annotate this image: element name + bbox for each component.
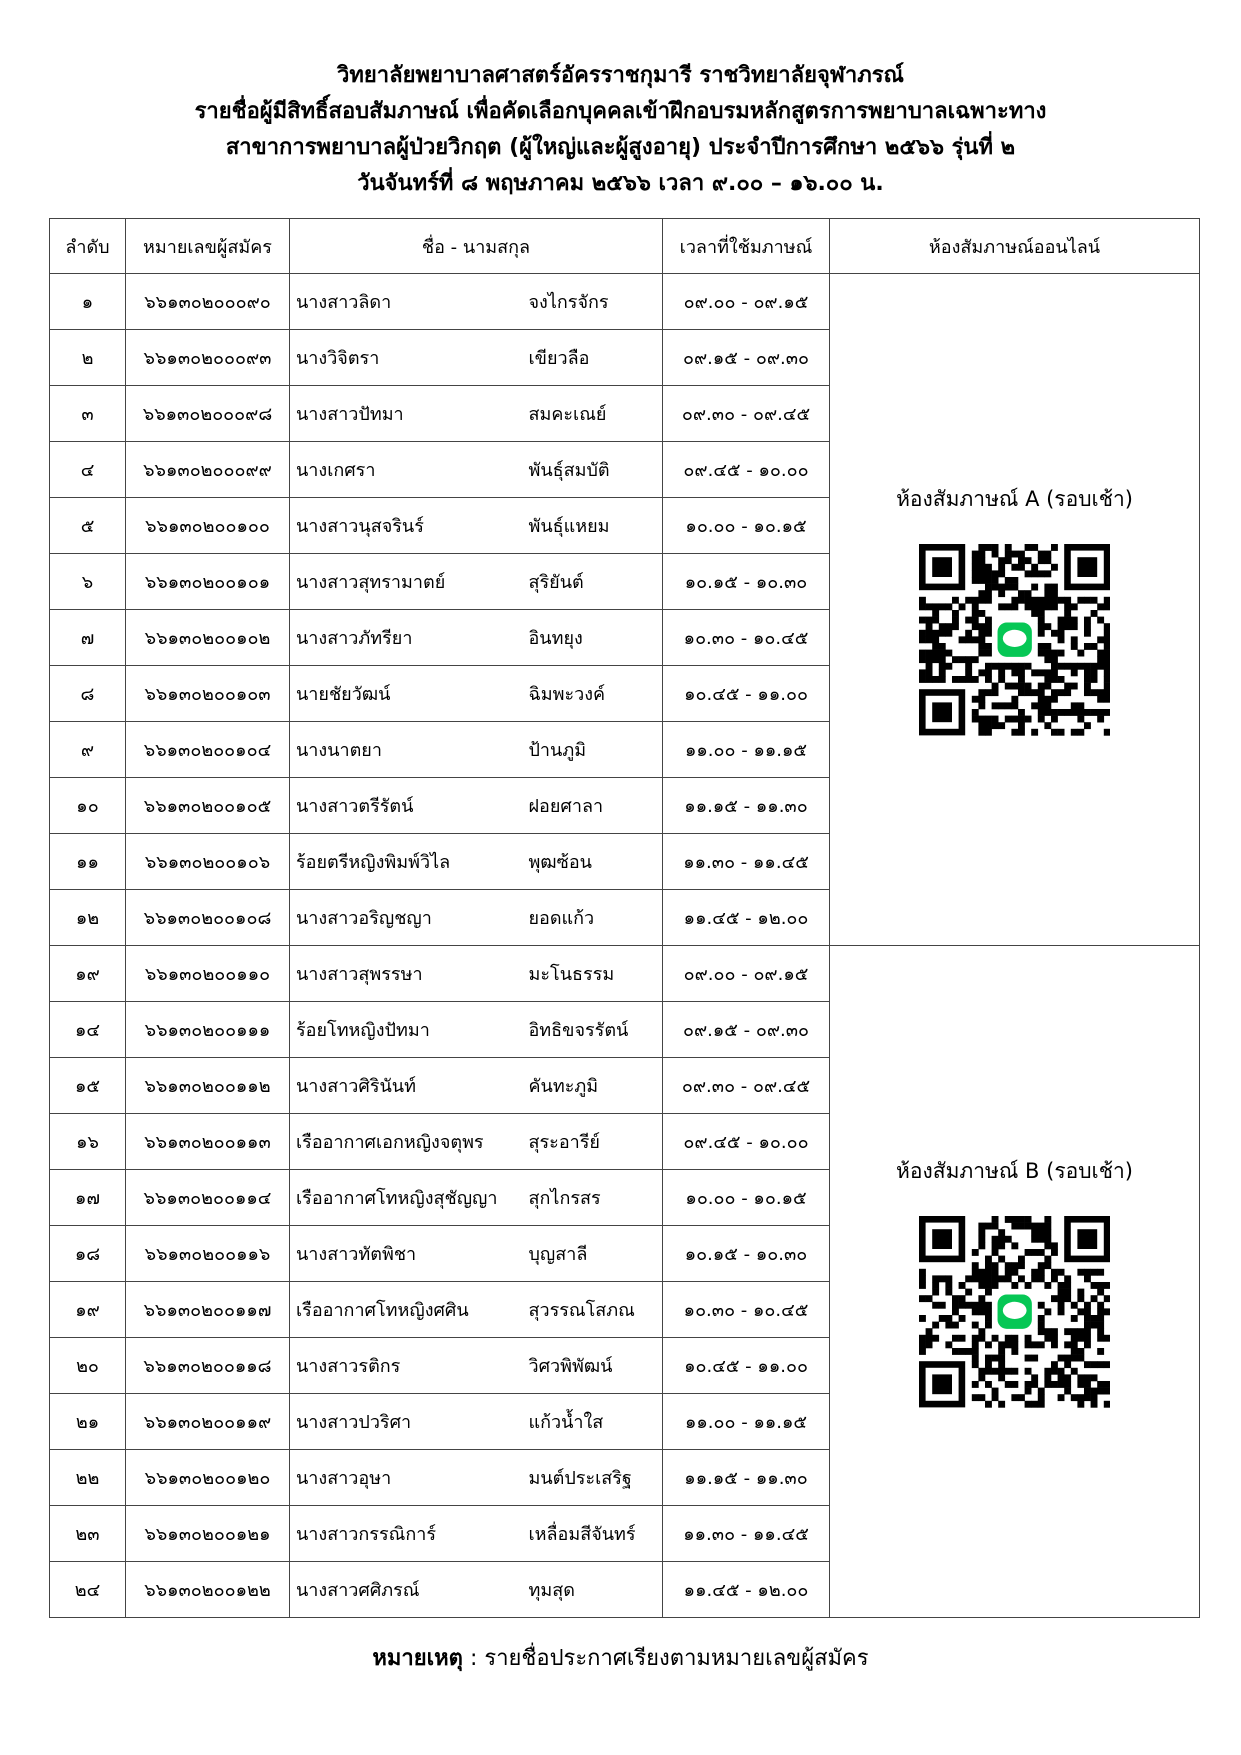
applicant-surname: ป้านภูมิ bbox=[523, 722, 663, 778]
interview-time: ๑๑.๑๕ - ๑๑.๓๐ bbox=[663, 778, 830, 834]
header-announcement: รายชื่อผู้มีสิทธิ์สอบสัมภาษณ์ เพื่อคัดเลือกบุคคลเข้าฝึกอบรมหลักสูตรการพยาบาลเฉพาะทาง bbox=[194, 99, 1047, 124]
row-number: ๕ bbox=[50, 498, 126, 554]
applicant-id: ๖๖๑๓๐๒๐๐๑๒๐ bbox=[126, 1450, 290, 1506]
applicant-id: ๖๖๑๓๐๒๐๐๑๑๖ bbox=[126, 1226, 290, 1282]
header-program: สาขาการพยาบาลผู้ป่วยวิกฤต (ผู้ใหญ่และผู้สูงอายุ) ประจำปีการศึกษา ๒๕๖๖ รุ่นที่ ๒ bbox=[225, 135, 1016, 160]
applicant-id: ๖๖๑๓๐๒๐๐๑๑๙ bbox=[126, 1394, 290, 1450]
applicant-surname: ฝอยศาลา bbox=[523, 778, 663, 834]
applicant-name: ร้อยตรีหญิงพิมพ์วิไล bbox=[290, 834, 523, 890]
line-qr-code-icon bbox=[919, 544, 1110, 735]
row-number: ๒๐ bbox=[50, 1338, 126, 1394]
interview-time: ๑๐.๔๕ - ๑๑.๐๐ bbox=[663, 1338, 830, 1394]
applicant-surname: พันธุ์สมบัติ bbox=[523, 442, 663, 498]
row-number: ๑๒ bbox=[50, 890, 126, 946]
header-institution: วิทยาลัยพยาบาลศาสตร์อัครราชกุมารี ราชวิทยาลัยจุฬาภรณ์ bbox=[337, 63, 904, 88]
row-number: ๗ bbox=[50, 610, 126, 666]
interview-time: ๑๐.๓๐ - ๑๐.๔๕ bbox=[663, 610, 830, 666]
applicant-name: นางเกศรา bbox=[290, 442, 523, 498]
applicant-id: ๖๖๑๓๐๒๐๐๑๐๘ bbox=[126, 890, 290, 946]
applicant-id: ๖๖๑๓๐๒๐๐๐๙๓ bbox=[126, 330, 290, 386]
applicant-id: ๖๖๑๓๐๒๐๐๑๑๓ bbox=[126, 1114, 290, 1170]
applicant-name: นางสาวอุษา bbox=[290, 1450, 523, 1506]
interview-room-a bbox=[830, 274, 1200, 946]
row-number: ๒๔ bbox=[50, 1562, 126, 1618]
applicant-name: นางสาวอริญชญา bbox=[290, 890, 523, 946]
applicant-name: นางสาวปวริศา bbox=[290, 1394, 523, 1450]
applicant-id: ๖๖๑๓๐๒๐๐๑๐๕ bbox=[126, 778, 290, 834]
applicant-id: ๖๖๑๓๐๒๐๐๐๙๙ bbox=[126, 442, 290, 498]
table-header-row bbox=[50, 219, 1200, 274]
applicant-name: นางสาวกรรณิการ์ bbox=[290, 1506, 523, 1562]
document-header bbox=[0, 58, 1241, 202]
applicant-surname: สุระอารีย์ bbox=[523, 1114, 663, 1170]
row-number: ๑๘ bbox=[50, 1226, 126, 1282]
applicant-name: นางสาวศศิภรณ์ bbox=[290, 1562, 523, 1618]
applicant-id: ๖๖๑๓๐๒๐๐๑๐๓ bbox=[126, 666, 290, 722]
footnote-separator: : bbox=[462, 1646, 485, 1671]
applicant-surname: พันธุ์แหยม bbox=[523, 498, 663, 554]
applicant-id: ๖๖๑๓๐๒๐๐๐๙๐ bbox=[126, 274, 290, 330]
table-row bbox=[50, 274, 1200, 330]
applicant-name: นางนาตยา bbox=[290, 722, 523, 778]
room-label: ห้องสัมภาษณ์ A (รอบเช้า) bbox=[896, 487, 1133, 512]
interview-schedule-table bbox=[49, 218, 1200, 1618]
interview-time: ๐๙.๔๕ - ๑๐.๐๐ bbox=[663, 1114, 830, 1170]
applicant-surname: บุญสาลี bbox=[523, 1226, 663, 1282]
applicant-id: ๖๖๑๓๐๒๐๐๑๑๘ bbox=[126, 1338, 290, 1394]
room-label: ห้องสัมภาษณ์ B (รอบเช้า) bbox=[896, 1159, 1133, 1184]
applicant-surname: สุกไกรสร bbox=[523, 1170, 663, 1226]
applicant-name: นางสาวตรีรัตน์ bbox=[290, 778, 523, 834]
row-number: ๘ bbox=[50, 666, 126, 722]
applicant-surname: จงไกรจักร bbox=[523, 274, 663, 330]
applicant-surname: เหลื่อมสีจันทร์ bbox=[523, 1506, 663, 1562]
interview-time: ๑๐.๓๐ - ๑๐.๔๕ bbox=[663, 1282, 830, 1338]
row-number: ๑๕ bbox=[50, 1058, 126, 1114]
table-row bbox=[50, 946, 1200, 1002]
applicant-name: นางสาวรติกร bbox=[290, 1338, 523, 1394]
interview-time: ๑๐.๐๐ - ๑๐.๑๕ bbox=[663, 498, 830, 554]
interview-room-b bbox=[830, 946, 1200, 1618]
applicant-id: ๖๖๑๓๐๒๐๐๑๒๑ bbox=[126, 1506, 290, 1562]
applicant-surname: มนต์ประเสริฐ bbox=[523, 1450, 663, 1506]
header-name: ชื่อ - นามสกุล bbox=[290, 219, 663, 274]
applicant-id: ๖๖๑๓๐๒๐๐๑๐๔ bbox=[126, 722, 290, 778]
applicant-id: ๖๖๑๓๐๒๐๐๑๑๒ bbox=[126, 1058, 290, 1114]
line-qr-code-icon bbox=[919, 1216, 1110, 1407]
applicant-surname: สมคะเณย์ bbox=[523, 386, 663, 442]
interview-time: ๑๐.๔๕ - ๑๑.๐๐ bbox=[663, 666, 830, 722]
applicant-name: นางสาวปัทมา bbox=[290, 386, 523, 442]
applicant-surname: ยอดแก้ว bbox=[523, 890, 663, 946]
applicant-id: ๖๖๑๓๐๒๐๐๐๙๘ bbox=[126, 386, 290, 442]
applicant-surname: เขียวลือ bbox=[523, 330, 663, 386]
applicant-name: เรืออากาศเอกหญิงจตุพร bbox=[290, 1114, 523, 1170]
applicant-surname: มะโนธรรม bbox=[523, 946, 663, 1002]
applicant-name: ร้อยโทหญิงปัทมา bbox=[290, 1002, 523, 1058]
interview-time: ๑๐.๐๐ - ๑๐.๑๕ bbox=[663, 1170, 830, 1226]
applicant-id: ๖๖๑๓๐๒๐๐๑๑๐ bbox=[126, 946, 290, 1002]
row-number: ๑ bbox=[50, 274, 126, 330]
header-applicant-id: หมายเลขผู้สมัคร bbox=[126, 219, 290, 274]
applicant-id: ๖๖๑๓๐๒๐๐๑๑๑ bbox=[126, 1002, 290, 1058]
interview-time: ๐๙.๑๕ - ๐๙.๓๐ bbox=[663, 330, 830, 386]
applicant-surname: สุริยันต์ bbox=[523, 554, 663, 610]
row-number: ๑๙ bbox=[50, 946, 126, 1002]
applicant-name: นางสาวศิรินันท์ bbox=[290, 1058, 523, 1114]
interview-time: ๐๙.๓๐ - ๐๙.๔๕ bbox=[663, 1058, 830, 1114]
interview-time: ๑๑.๔๕ - ๑๒.๐๐ bbox=[663, 1562, 830, 1618]
row-number: ๑๔ bbox=[50, 1002, 126, 1058]
row-number: ๖ bbox=[50, 554, 126, 610]
row-number: ๑๑ bbox=[50, 834, 126, 890]
interview-time: ๑๐.๑๕ - ๑๐.๓๐ bbox=[663, 1226, 830, 1282]
applicant-name: นางสาวสุพรรษา bbox=[290, 946, 523, 1002]
interview-time: ๐๙.๑๕ - ๐๙.๓๐ bbox=[663, 1002, 830, 1058]
applicant-id: ๖๖๑๓๐๒๐๐๑๑๗ bbox=[126, 1282, 290, 1338]
footnote-label: หมายเหตุ bbox=[372, 1646, 463, 1671]
header-date: วันจันทร์ที่ ๘ พฤษภาคม ๒๕๖๖ เวลา ๙.๐๐ – ๑๖.๐๐ น. bbox=[357, 171, 884, 196]
applicant-id: ๖๖๑๓๐๒๐๐๑๐๒ bbox=[126, 610, 290, 666]
applicant-id: ๖๖๑๓๐๒๐๐๑๐๖ bbox=[126, 834, 290, 890]
applicant-id: ๖๖๑๓๐๒๐๐๑๐๐ bbox=[126, 498, 290, 554]
applicant-surname: คันทะภูมิ bbox=[523, 1058, 663, 1114]
interview-time: ๑๑.๔๕ - ๑๒.๐๐ bbox=[663, 890, 830, 946]
applicant-surname: พุฒซ้อน bbox=[523, 834, 663, 890]
interview-time: ๐๙.๓๐ - ๐๙.๔๕ bbox=[663, 386, 830, 442]
applicant-name: เรืออากาศโทหญิงสุชัญญา bbox=[290, 1170, 523, 1226]
row-number: ๒ bbox=[50, 330, 126, 386]
applicant-name: นางสาวสุทรามาตย์ bbox=[290, 554, 523, 610]
row-number: ๔ bbox=[50, 442, 126, 498]
applicant-surname: อิทธิขจรรัตน์ bbox=[523, 1002, 663, 1058]
applicant-name: นางสาวลิดา bbox=[290, 274, 523, 330]
applicant-surname: ฉิมพะวงค์ bbox=[523, 666, 663, 722]
applicant-surname: สุวรรณโสภณ bbox=[523, 1282, 663, 1338]
header-no: ลำดับ bbox=[50, 219, 126, 274]
applicant-id: ๖๖๑๓๐๒๐๐๑๑๔ bbox=[126, 1170, 290, 1226]
interview-time: ๐๙.๔๕ - ๑๐.๐๐ bbox=[663, 442, 830, 498]
interview-time: ๑๑.๓๐ - ๑๑.๔๕ bbox=[663, 1506, 830, 1562]
interview-time: ๐๙.๐๐ - ๐๙.๑๕ bbox=[663, 946, 830, 1002]
row-number: ๑๖ bbox=[50, 1114, 126, 1170]
row-number: ๑๙ bbox=[50, 1282, 126, 1338]
footnote-text: รายชื่อประกาศเรียงตามหมายเลขผู้สมัคร bbox=[484, 1646, 869, 1671]
applicant-name: นางสาวนุสจรินร์ bbox=[290, 498, 523, 554]
row-number: ๒๒ bbox=[50, 1450, 126, 1506]
row-number: ๒๑ bbox=[50, 1394, 126, 1450]
interview-time: ๑๑.๐๐ - ๑๑.๑๕ bbox=[663, 722, 830, 778]
row-number: ๒๓ bbox=[50, 1506, 126, 1562]
applicant-name: นางวิจิตรา bbox=[290, 330, 523, 386]
applicant-name: นายชัยวัฒน์ bbox=[290, 666, 523, 722]
interview-time: ๑๑.๑๕ - ๑๑.๓๐ bbox=[663, 1450, 830, 1506]
header-room: ห้องสัมภาษณ์ออนไลน์ bbox=[830, 219, 1200, 274]
row-number: ๓ bbox=[50, 386, 126, 442]
applicant-surname: วิศวพิพัฒน์ bbox=[523, 1338, 663, 1394]
applicant-surname: ทุมสุด bbox=[523, 1562, 663, 1618]
row-number: ๑๗ bbox=[50, 1170, 126, 1226]
interview-time: ๐๙.๐๐ - ๐๙.๑๕ bbox=[663, 274, 830, 330]
applicant-id: ๖๖๑๓๐๒๐๐๑๐๑ bbox=[126, 554, 290, 610]
interview-time: ๑๑.๓๐ - ๑๑.๔๕ bbox=[663, 834, 830, 890]
footnote bbox=[0, 1640, 1241, 1675]
interview-time: ๑๑.๐๐ - ๑๑.๑๕ bbox=[663, 1394, 830, 1450]
applicant-name: เรืออากาศโทหญิงศศิน bbox=[290, 1282, 523, 1338]
row-number: ๙ bbox=[50, 722, 126, 778]
interview-time: ๑๐.๑๕ - ๑๐.๓๐ bbox=[663, 554, 830, 610]
applicant-name: นางสาวทัตพิชา bbox=[290, 1226, 523, 1282]
applicant-surname: แก้วน้ำใส bbox=[523, 1394, 663, 1450]
applicant-name: นางสาวภัทรียา bbox=[290, 610, 523, 666]
applicant-surname: อินทยุง bbox=[523, 610, 663, 666]
row-number: ๑๐ bbox=[50, 778, 126, 834]
applicant-id: ๖๖๑๓๐๒๐๐๑๒๒ bbox=[126, 1562, 290, 1618]
header-time: เวลาที่ใช้มภาษณ์ bbox=[663, 219, 830, 274]
